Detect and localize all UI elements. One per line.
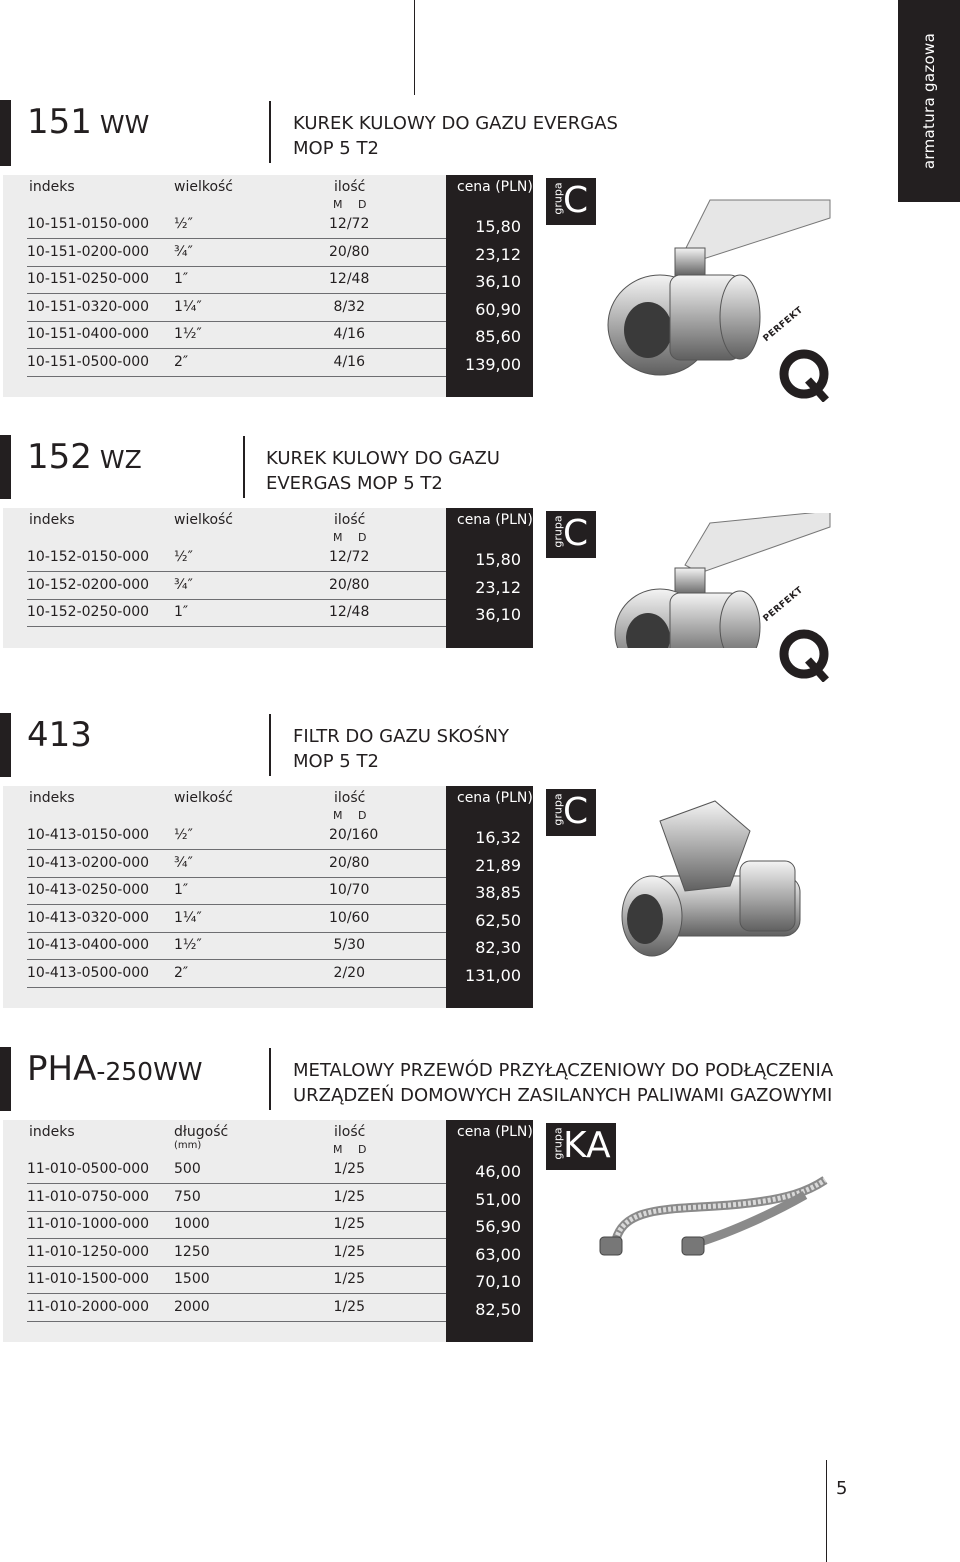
table-row	[27, 240, 533, 267]
table-row	[27, 878, 533, 905]
cell-qty: 1/25	[333, 1298, 365, 1315]
cell-price: 15,80	[475, 550, 521, 569]
header-md: M D	[333, 198, 373, 211]
cell-indeks: 10-413-0150-000	[27, 827, 150, 843]
cell-size: 1000	[174, 1216, 210, 1232]
cell-price: 85,60	[475, 327, 521, 346]
cell-qty: 12/48	[329, 604, 370, 620]
grupa-value: C	[563, 180, 589, 221]
product-title-line: MOP 5 T2	[293, 138, 379, 159]
cell-qty: 4/16	[333, 326, 365, 342]
product-code	[27, 102, 149, 142]
cell-indeks: 11-010-1500-000	[27, 1271, 150, 1287]
cell-qty: 12/72	[329, 549, 370, 565]
cell-qty: 2/20	[333, 964, 365, 981]
cell-qty: 20/80	[329, 854, 370, 871]
cell-price: 131,00	[465, 965, 521, 985]
row-rule	[27, 1321, 446, 1322]
cell-indeks: 10-152-0250-000	[27, 604, 150, 620]
cell-indeks: 11-010-1250-000	[27, 1243, 150, 1260]
cell-qty: 20/160	[329, 827, 379, 843]
header-size-unit: (mm)	[174, 1140, 202, 1151]
grupa-value: C	[563, 513, 589, 554]
row-rule	[27, 376, 446, 377]
header-qty: ilość	[334, 1124, 366, 1140]
cell-size: 1¼″	[174, 909, 202, 926]
cell-size: 500	[174, 1161, 201, 1177]
cell-size: ¾″	[174, 854, 193, 871]
cell-indeks: 10-151-0400-000	[27, 326, 150, 342]
cell-size: 750	[174, 1188, 201, 1205]
table-row	[27, 212, 533, 239]
table-row	[27, 1185, 533, 1212]
hose-image	[590, 1175, 830, 1285]
cell-price: 46,00	[475, 1162, 521, 1181]
cell-qty: 12/48	[329, 271, 370, 287]
title-divider	[269, 101, 271, 163]
cell-size: ¾″	[174, 576, 193, 593]
cell-size: 1¼″	[174, 298, 202, 315]
cell-indeks: 10-152-0200-000	[27, 576, 150, 593]
header-md: M D	[333, 809, 373, 822]
page-rule	[826, 1460, 827, 1562]
cell-size: 1½″	[174, 326, 202, 342]
perfekt-q-logo	[770, 340, 830, 402]
cell-price: 62,50	[475, 910, 521, 930]
table-row	[27, 322, 533, 349]
cell-qty: 8/32	[333, 298, 365, 315]
table-row	[27, 545, 533, 572]
top-divider	[414, 0, 415, 95]
grupa-badge	[546, 1123, 616, 1170]
cell-indeks: 10-151-0320-000	[27, 298, 150, 315]
grupa-value: C	[563, 791, 589, 832]
table-row	[27, 1240, 533, 1267]
cell-indeks: 10-151-0250-000	[27, 271, 150, 287]
table-row	[27, 933, 533, 960]
product-title-line: FILTR DO GAZU SKOŚNY	[293, 726, 509, 747]
cell-price: 21,89	[475, 855, 521, 875]
title-divider	[269, 1048, 271, 1110]
cell-indeks: 10-413-0250-000	[27, 882, 150, 898]
cell-indeks: 10-151-0150-000	[27, 216, 150, 232]
header-size: wielkość	[174, 790, 234, 806]
grupa-label: grupa	[551, 182, 565, 215]
cell-indeks: 10-413-0500-000	[27, 964, 150, 981]
cell-size: ½″	[174, 827, 193, 843]
perfekt-q-logo	[770, 620, 830, 682]
grupa-badge	[546, 178, 596, 225]
header-indeks: indeks	[29, 790, 75, 806]
row-rule	[27, 987, 446, 988]
cell-indeks: 10-413-0320-000	[27, 909, 150, 926]
code-number: 151	[27, 102, 92, 142]
cell-size: 2″	[174, 964, 189, 981]
product-title-line: METALOWY PRZEWÓD PRZYŁĄCZENIOWY DO PODŁĄCZENIA	[293, 1060, 834, 1081]
grupa-label: grupa	[551, 793, 565, 826]
table-row	[27, 823, 533, 850]
cell-size: ¾″	[174, 243, 193, 260]
cell-price: 16,32	[475, 828, 521, 847]
cell-size: 1″	[174, 882, 189, 898]
header-qty: ilość	[334, 512, 366, 528]
product-title-line: KUREK KULOWY DO GAZU	[266, 448, 500, 469]
cell-qty: 20/80	[329, 576, 370, 593]
cell-price: 60,90	[475, 299, 521, 319]
header-qty: ilość	[334, 179, 366, 195]
table-row	[27, 851, 533, 878]
table-row	[27, 267, 533, 294]
cell-indeks: 11-010-0500-000	[27, 1161, 150, 1177]
code-suffix: -250WW	[96, 1057, 203, 1086]
table-row	[27, 350, 533, 377]
title-divider	[243, 436, 245, 498]
cell-indeks: 10-151-0500-000	[27, 353, 150, 370]
cell-qty: 1/25	[333, 1216, 365, 1232]
table-row	[27, 1212, 533, 1239]
row-rule	[27, 626, 446, 627]
category-tab: armatura gazowa	[898, 0, 960, 202]
cell-price: 56,90	[475, 1217, 521, 1236]
header-price: cena (PLN)	[457, 179, 533, 195]
product-code	[27, 1049, 203, 1089]
grupa-badge	[546, 789, 596, 836]
header-md: M D	[333, 531, 373, 544]
cell-price: 38,85	[475, 883, 521, 902]
cell-qty: 12/72	[329, 216, 370, 232]
code-suffix: WZ	[99, 445, 142, 474]
cell-size: 1500	[174, 1271, 210, 1287]
product-code	[27, 437, 142, 477]
grupa-label: grupa	[551, 515, 565, 548]
cell-price: 36,10	[475, 272, 521, 291]
title-divider	[269, 714, 271, 776]
filter-image	[590, 791, 840, 1008]
cell-size: ½″	[174, 549, 193, 565]
cell-price: 70,10	[475, 1272, 521, 1291]
table-row	[27, 1157, 533, 1184]
header-indeks: indeks	[29, 1124, 75, 1140]
cell-size: 1250	[174, 1243, 210, 1260]
cell-qty: 10/60	[329, 909, 370, 926]
code-suffix: WW	[99, 110, 150, 139]
cell-size: 1″	[174, 271, 189, 287]
cell-indeks: 10-413-0400-000	[27, 937, 150, 953]
cell-price: 36,10	[475, 605, 521, 624]
cell-qty: 1/25	[333, 1271, 365, 1287]
table-row	[27, 906, 533, 933]
grupa-badge	[546, 511, 596, 558]
table-row	[27, 600, 533, 627]
cell-size: 2″	[174, 353, 189, 370]
cell-price: 15,80	[475, 217, 521, 236]
table-row	[27, 295, 533, 322]
header-indeks: indeks	[29, 512, 75, 528]
cell-price: 51,00	[475, 1189, 521, 1209]
product-title-line: EVERGAS MOP 5 T2	[266, 473, 443, 494]
header-qty: ilość	[334, 790, 366, 806]
header-price: cena (PLN)	[457, 1124, 533, 1140]
cell-qty: 1/25	[333, 1161, 365, 1177]
product-code	[27, 715, 100, 755]
cell-qty: 1/25	[333, 1188, 365, 1205]
header-price: cena (PLN)	[457, 512, 533, 528]
code-number: 413	[27, 715, 92, 755]
table-row	[27, 573, 533, 600]
code-number: PHA	[27, 1049, 97, 1089]
cell-price: 63,00	[475, 1244, 521, 1264]
cell-qty: 4/16	[333, 353, 365, 370]
cell-indeks: 11-010-1000-000	[27, 1216, 150, 1232]
perfekt-label: PERFEKT	[761, 585, 806, 624]
code-number: 152	[27, 437, 92, 477]
header-size: długość	[174, 1124, 229, 1140]
cell-qty: 5/30	[333, 937, 365, 953]
cell-indeks: 10-413-0200-000	[27, 854, 150, 871]
cell-qty: 20/80	[329, 243, 370, 260]
product-title-line: URZĄDZEŃ DOMOWYCH ZASILANYCH PALIWAMI GAZOWYMI	[293, 1085, 833, 1106]
grupa-label: grupa	[551, 1127, 565, 1160]
perfekt-label: PERFEKT	[761, 305, 806, 344]
cell-price: 82,50	[475, 1299, 521, 1319]
cell-size: ½″	[174, 216, 193, 232]
header-size: wielkość	[174, 512, 234, 528]
table-row	[27, 1267, 533, 1294]
table-row	[27, 961, 533, 988]
cell-price: 139,00	[465, 354, 521, 374]
cell-indeks: 10-152-0150-000	[27, 549, 150, 565]
cell-size: 1½″	[174, 937, 202, 953]
cell-price: 23,12	[475, 577, 521, 597]
page-number: 5	[836, 1478, 848, 1499]
grupa-value: KA	[563, 1125, 611, 1166]
header-indeks: indeks	[29, 179, 75, 195]
cell-indeks: 10-151-0200-000	[27, 243, 150, 260]
section-marker	[0, 100, 11, 166]
header-price: cena (PLN)	[457, 790, 533, 806]
section-marker	[0, 713, 11, 777]
product-title-line: MOP 5 T2	[293, 751, 379, 772]
cell-qty: 1/25	[333, 1243, 365, 1260]
cell-indeks: 11-010-0750-000	[27, 1188, 150, 1205]
cell-indeks: 11-010-2000-000	[27, 1298, 150, 1315]
cell-price: 23,12	[475, 244, 521, 264]
cell-size: 2000	[174, 1298, 210, 1315]
header-md: M D	[333, 1143, 373, 1156]
product-title-line: KUREK KULOWY DO GAZU EVERGAS	[293, 113, 618, 134]
section-marker	[0, 435, 11, 499]
cell-qty: 10/70	[329, 882, 370, 898]
header-size: wielkość	[174, 179, 234, 195]
cell-price: 82,30	[475, 938, 521, 957]
cell-size: 1″	[174, 604, 189, 620]
section-marker	[0, 1047, 11, 1111]
table-row	[27, 1295, 533, 1322]
